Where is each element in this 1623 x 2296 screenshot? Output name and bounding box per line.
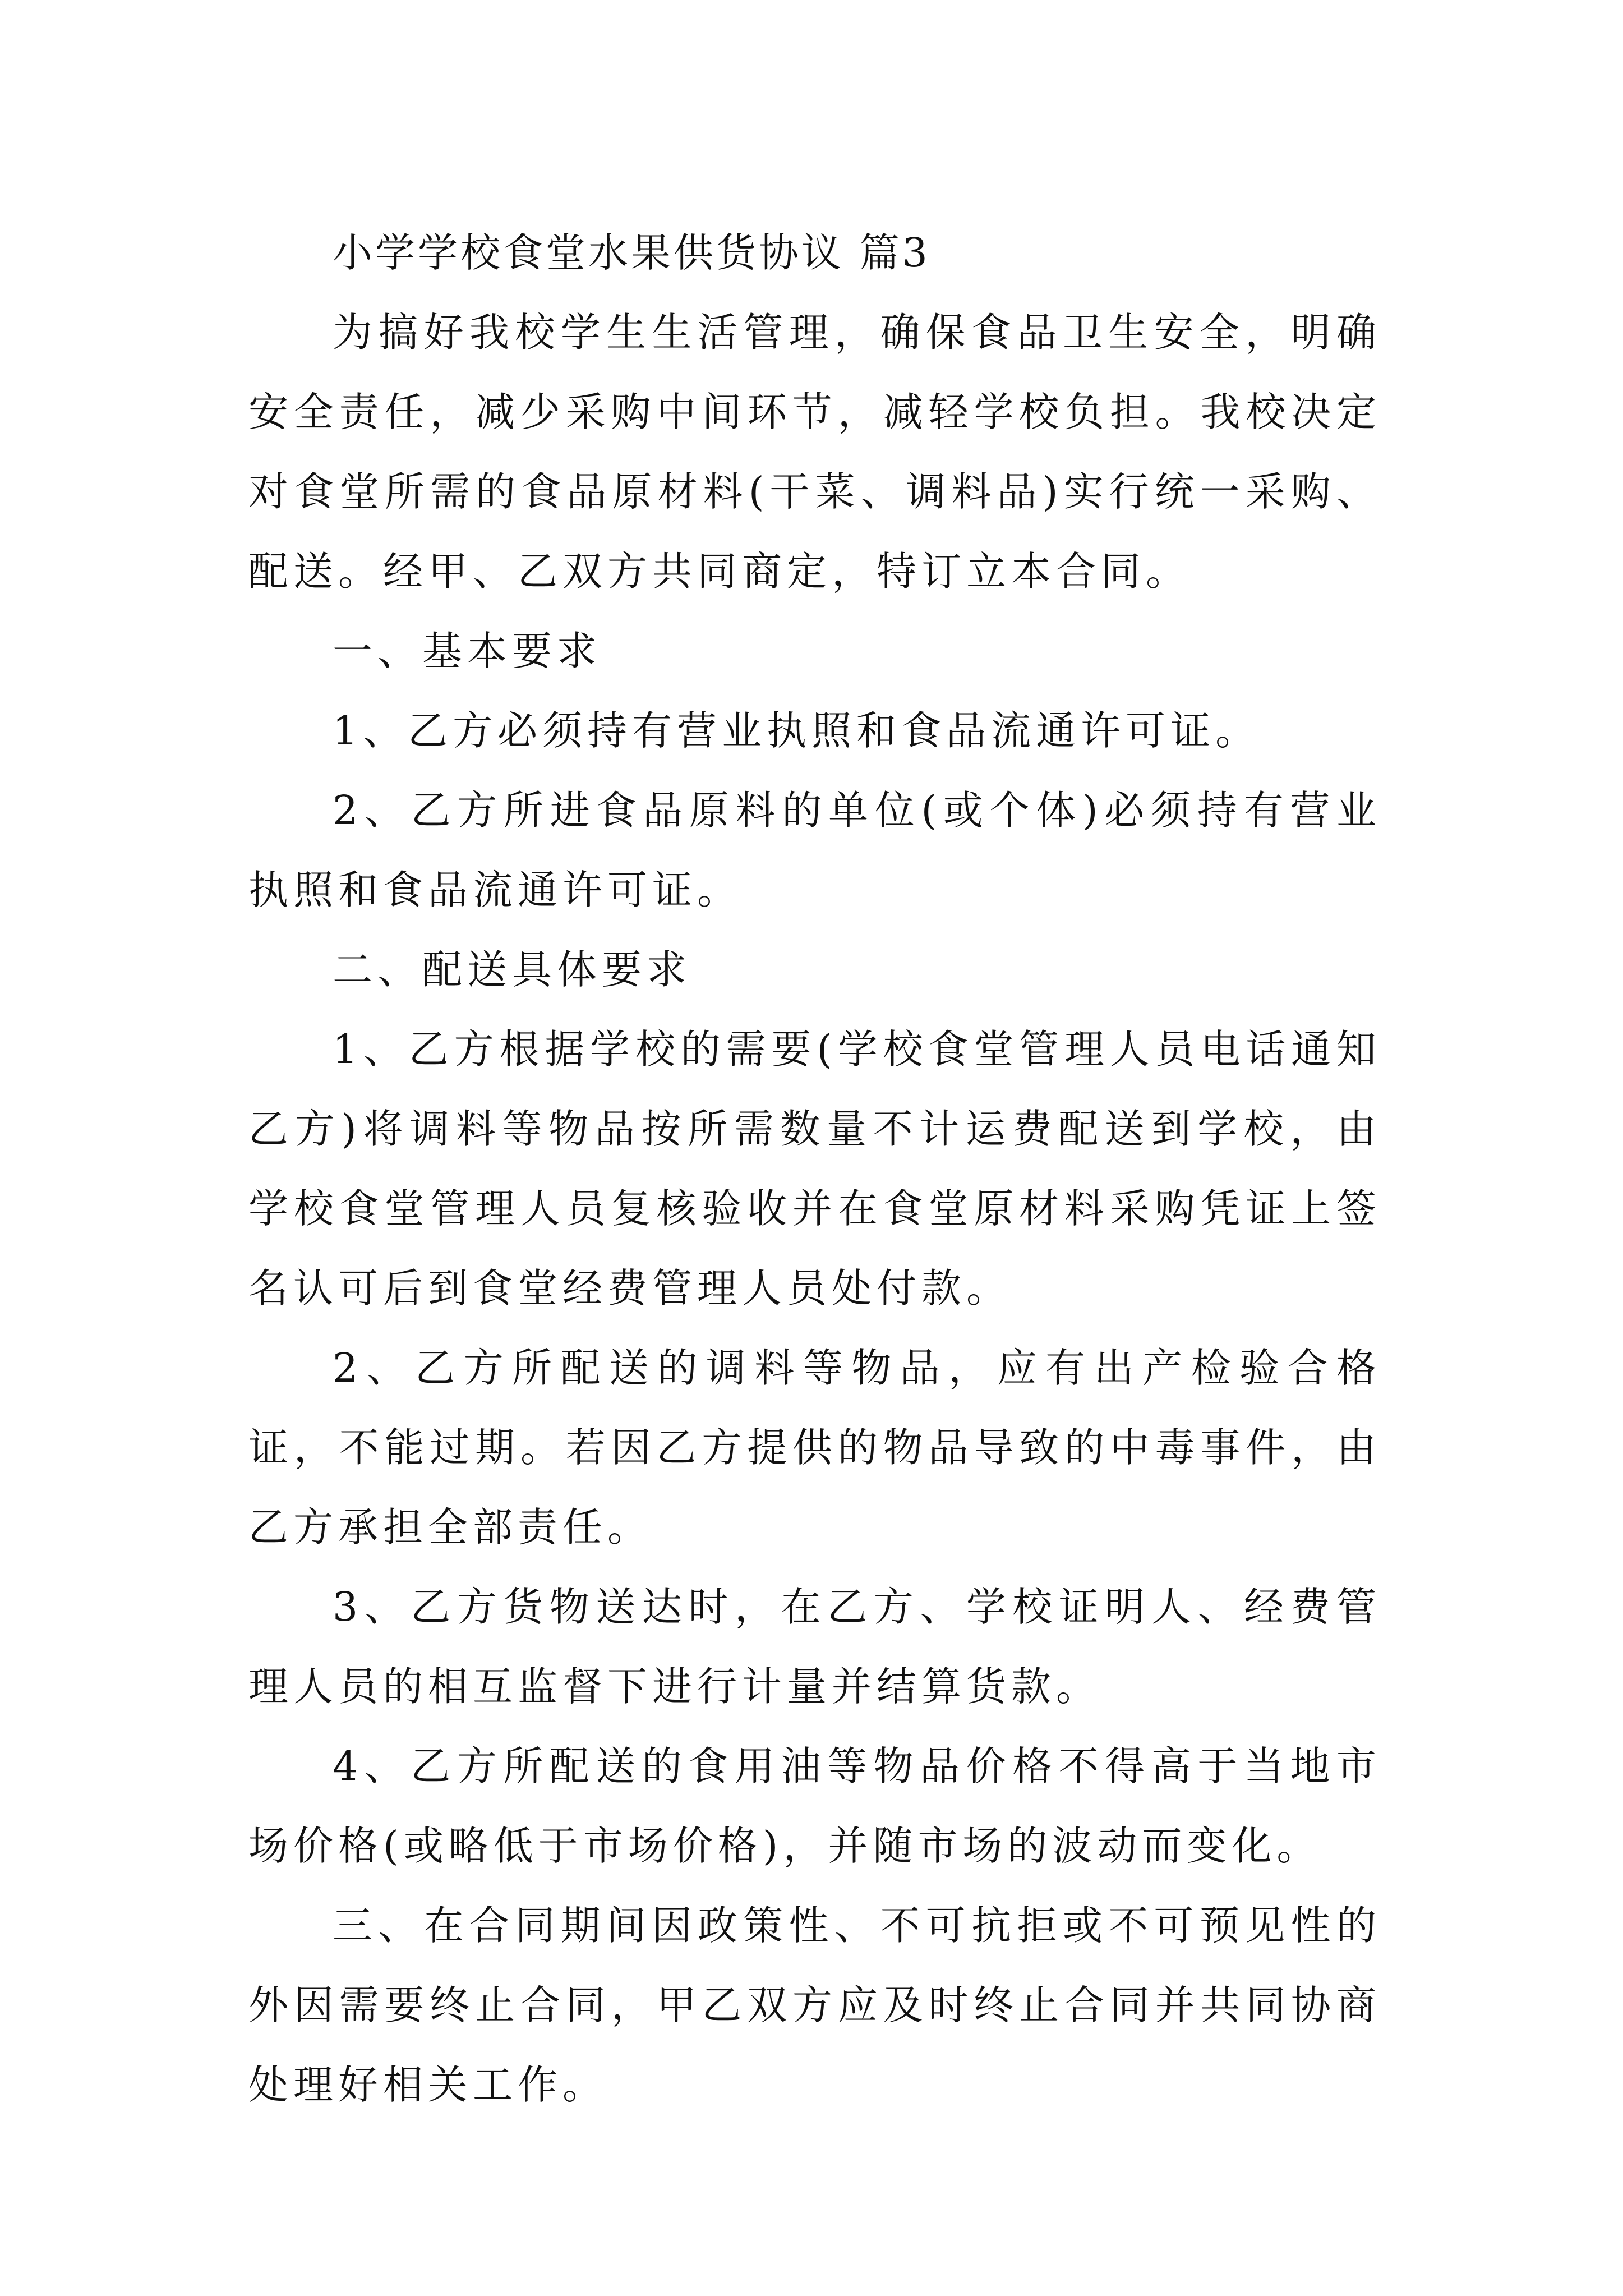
section-heading-delivery-requirements: 二、配送具体要求 (333, 946, 692, 993)
document-title: 小学学校食堂水果供货协议 篇3 (333, 229, 930, 276)
clause-2-2: 2、乙方所配送的调料等物品，应有出产检验合格证，不能过期。若因乙方提供的物品导致的中毒事件，由乙方承担全部责任。 (248, 1345, 1381, 1550)
intro-paragraph: 为搞好我校学生生活管理，确保食品卫生安全，明确安全责任，减少采购中间环节，减轻学校负担。我校决定对食堂所需的食品原材料(干菜、调料品)实行统一采购、配送。经甲、乙双方共同商定，特订立本合同。 (248, 309, 1381, 595)
document-body (248, 213, 1381, 2125)
clause-1-1: 1、乙方必须持有营业执照和食品流通许可证。 (333, 707, 1261, 754)
clause-2-3: 3、乙方货物送达时，在乙方、学校证明人、经费管理人员的相互监督下进行计量并结算货款。 (248, 1584, 1381, 1710)
clause-2-4: 4、乙方所配送的食用油等物品价格不得高于当地市场价格(或略低于市场价格)，并随市场的波动而变化。 (248, 1743, 1381, 1869)
clause-1-2: 2、乙方所进食品原料的单位(或个体)必须持有营业执照和食品流通许可证。 (248, 787, 1381, 913)
clause-2-1: 1、乙方根据学校的需要(学校食堂管理人员电话通知乙方)将调料等物品按所需数量不计运费配送到学校，由学校食堂管理人员复核验收并在食堂原材料采购凭证上签名认可后到食堂经费管理人员处付款。 (248, 1026, 1381, 1312)
section-heading-basic-requirements: 一、基本要求 (333, 628, 602, 674)
section-three-termination: 三、在合同期间因政策性、不可抗拒或不可预见性的外因需要终止合同，甲乙双方应及时终止合同并共同协商处理好相关工作。 (248, 1902, 1381, 2108)
